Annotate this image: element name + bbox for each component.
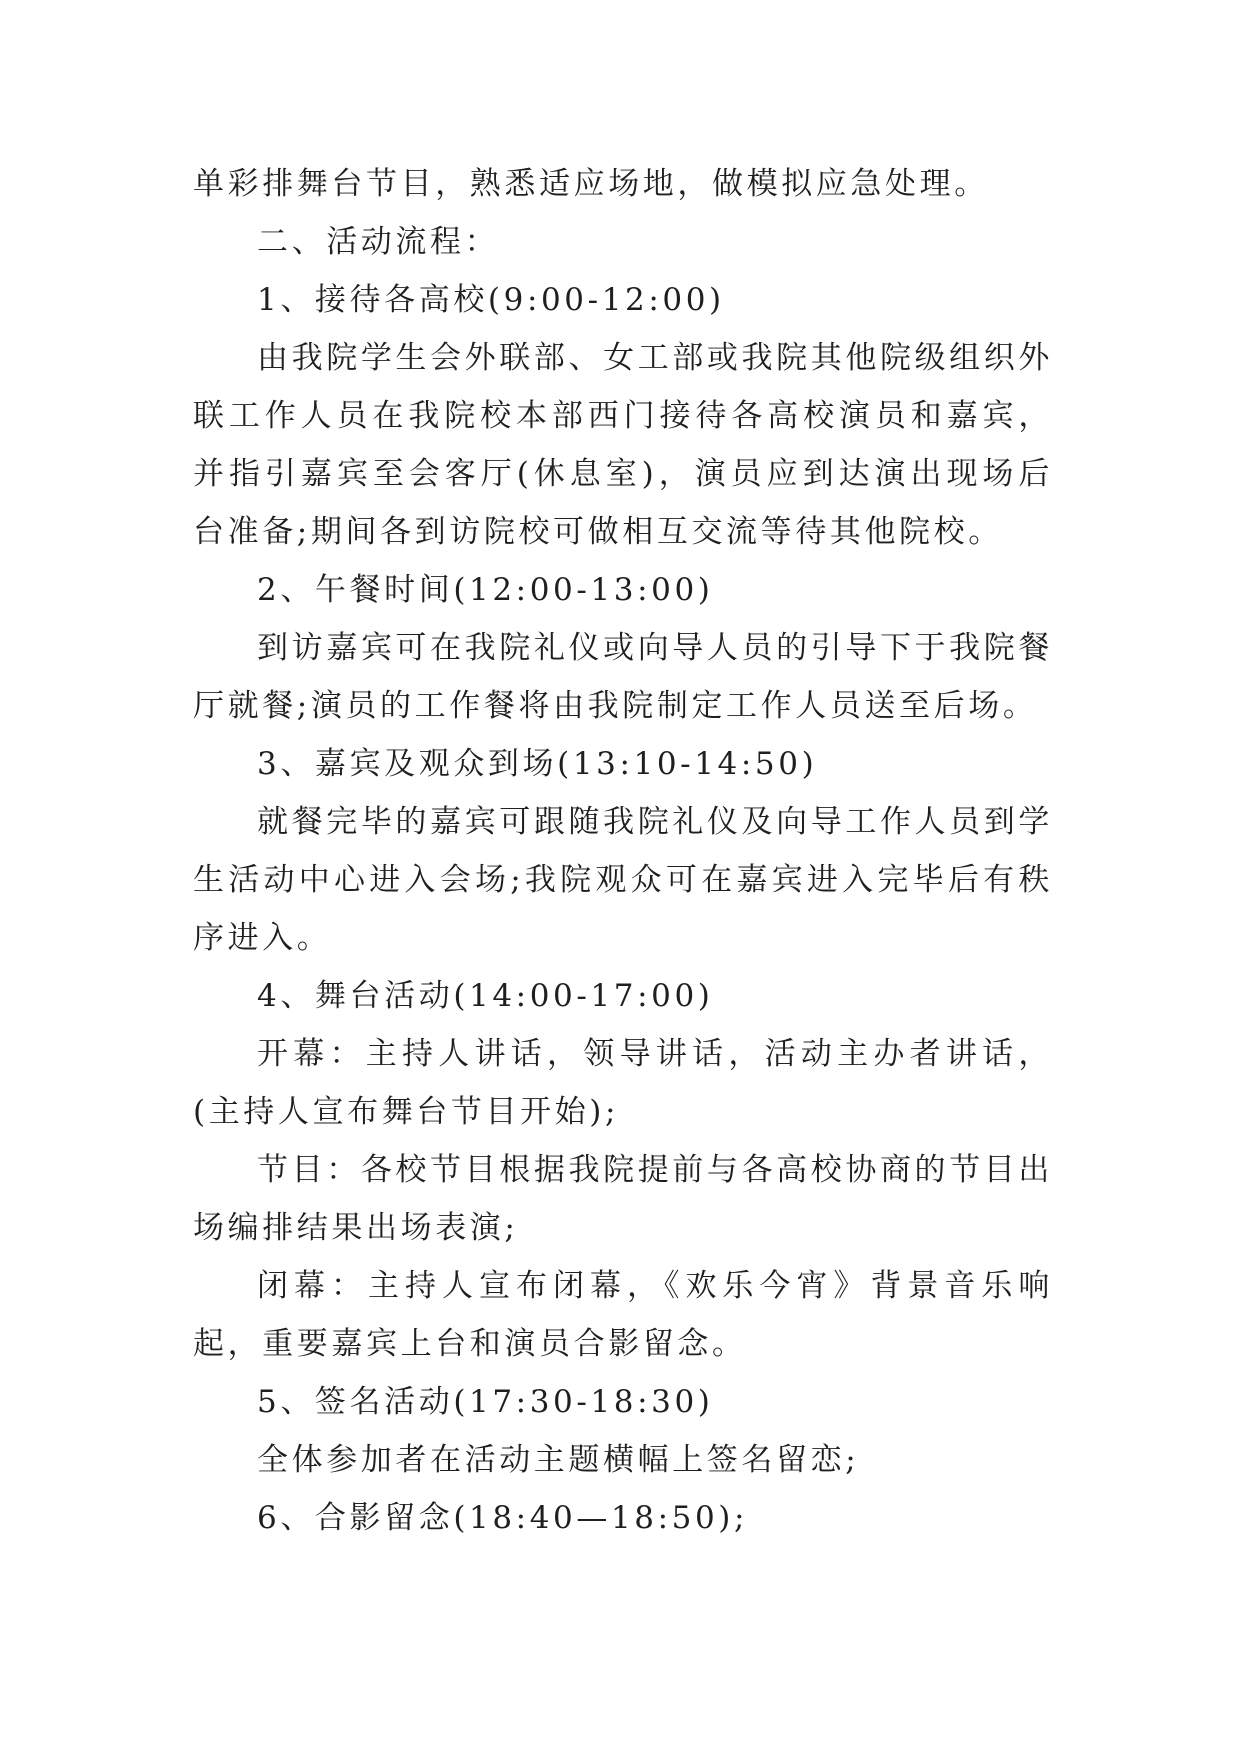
paragraph-signing: 全体参加者在活动主题横幅上签名留恋; bbox=[257, 1442, 860, 1478]
paragraph-continuation: 单彩排舞台节目，熟悉适应场地，做模拟应急处理。 bbox=[193, 166, 989, 202]
item-heading-reception: 1、接待各高校(9:00-12:00) bbox=[257, 282, 725, 318]
paragraph-closing: 闭幕：主持人宣布闭幕，《欢乐今宵》背景音乐响起，重要嘉宾上台和演员合影留念。 bbox=[193, 1268, 1053, 1362]
item-heading-signing: 5、签名活动(17:30-18:30) bbox=[257, 1384, 714, 1420]
paragraph-reception: 由我院学生会外联部、女工部或我院其他院级组织外联工作人员在我院校本部西门接待各高校演员和嘉宾，并指引嘉宾至会客厅(休息室)，演员应到达演出现场后台准备;期间各到访院校可做相互交流等待其他院校。 bbox=[193, 340, 1053, 550]
item-heading-group-photo: 6、合影留念(18:40—18:50); bbox=[257, 1500, 749, 1536]
paragraph-program: 节目：各校节目根据我院提前与各高校协商的节目出场编排结果出场表演; bbox=[193, 1152, 1053, 1246]
paragraph-arrival: 就餐完毕的嘉宾可跟随我院礼仪及向导工作人员到学生活动中心进入会场;我院观众可在嘉宾进入完毕后有秩序进入。 bbox=[193, 804, 1053, 956]
document-body bbox=[193, 155, 1053, 1547]
paragraph-lunch: 到访嘉宾可在我院礼仪或向导人员的引导下于我院餐厅就餐;演员的工作餐将由我院制定工作人员送至后场。 bbox=[193, 630, 1053, 724]
item-heading-arrival: 3、嘉宾及观众到场(13:10-14:50) bbox=[257, 746, 818, 782]
paragraph-opening: 开幕：主持人讲话，领导讲话，活动主办者讲话，(主持人宣布舞台节目开始); bbox=[193, 1036, 1053, 1130]
section-heading-activity-flow: 二、活动流程： bbox=[257, 224, 500, 260]
item-heading-stage: 4、舞台活动(14:00-17:00) bbox=[257, 978, 714, 1014]
item-heading-lunch: 2、午餐时间(12:00-13:00) bbox=[257, 572, 714, 608]
